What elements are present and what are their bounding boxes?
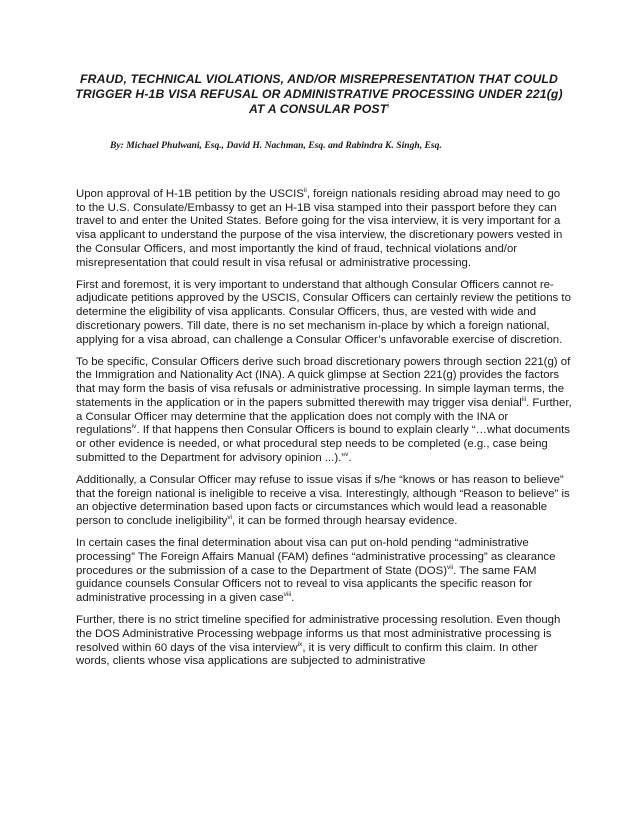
- endnote-marker: ii: [303, 187, 307, 195]
- paragraph-4: [76, 474, 572, 529]
- endnote-marker: ix: [297, 640, 303, 648]
- paragraph-3-text-cont: . If that happens then Consular Officers is bound to explain clearly “…what documents or other evidence is needed, or what procedural step needs to be completed (e.g., case being submitted to the Department for advisory opinion ...).”: [76, 424, 570, 464]
- paragraph-3-text-end: .: [348, 451, 352, 464]
- paragraph-6-text: Further, there is no strict timeline specified for administrative processing resolution. Even though the DOS Administrative Processing webpage informs us that most administrative processing is resolved within 60 days of the visa interview: [76, 614, 561, 654]
- paragraph-6: [76, 614, 572, 669]
- document-title: [70, 72, 568, 117]
- paragraph-6-text-cont: , it is very difficult to confirm this claim. In other words, clients whose visa applications are subjected to administrative: [76, 641, 538, 668]
- paragraph-2-text: First and foremost, it is very important to understand that although Consular Officers cannot re-adjudicate petitions approved by the USCIS, Consular Officers can certainly review the petitions to determine the eligibility of visa applicants. Consular Officers, thus, are vested with wide and discretionary powers. Till date, there is no set mechanism in-place by which a foreign national, applying for a visa abroad, can challenge a Consular Officer’s unfavorable exercise of discretion.: [76, 278, 571, 346]
- paragraph-5-text: In certain cases the final determination about visa can put on-hold pending “administrative processing” The Foreign Affairs Manual (FAM) defines “administrative processing” as clearance procedures or the submission of a case to the Department of State (DOS): [76, 537, 556, 577]
- paragraph-1: [76, 188, 572, 270]
- paragraph-5-text-cont: . The same FAM guidance counsels Consular Officers not to reveal to visa applicants the specific reason for administrative processing in a given case: [76, 564, 537, 604]
- paragraph-3-text-cont: . Further, a Consular Officer may determine that the application does not comply with the INA or regulations: [76, 396, 572, 437]
- title-text: FRAUD, TECHNICAL VIOLATIONS, AND/OR MISREPRESENTATION THAT COULD TRIGGER H-1B VISA REFUSAL OR ADMINISTRATIVE PROCESSING UNDER 221(g) AT A CONSULAR POST: [75, 72, 563, 116]
- document-body: [76, 188, 572, 678]
- endnote-marker: vi: [227, 514, 233, 522]
- endnote-marker: iii: [521, 396, 527, 404]
- paragraph-4-text-cont: , it can be formed through hearsay evidence.: [232, 514, 458, 527]
- endnote-marker: viii: [283, 591, 292, 599]
- paragraph-1-text: Upon approval of H-1B petition by the USCIS: [76, 188, 304, 200]
- paragraph-4-text: Additionally, a Consular Officer may refuse to issue visas if s/he “knows or has reason to believe” that the foreign national is ineligible to receive a visa. Interestingly, although “Reason to believe” is an objective determination based upon facts or circumstances which would lead a reasonable person to conclude ineligibility: [76, 473, 570, 527]
- endnote-marker: v: [345, 450, 349, 458]
- paragraph-3: [76, 356, 572, 466]
- paragraph-1-text-cont: , foreign nationals residing abroad may need to go to the U.S. Consulate/Embassy to get an H-1B visa stamped into their passport before they can travel to and enter the United States. Before going for the visa interview, it is very important for a visa applicant to understand the purpose of the visa interview, the discretionary powers vested in the Consular Officers, and most importantly the kind of fraud, technical violations and/or misrepresentation that could result in visa refusal or administrative processing.: [76, 188, 563, 269]
- author-byline: By: Michael Phulwani, Esq., David H. Nachman, Esq. and Rabindra K. Singh, Esq.: [110, 140, 442, 151]
- paragraph-2: [76, 279, 572, 348]
- endnote-marker: iv: [131, 423, 137, 431]
- title-endnote-marker: i: [387, 102, 390, 110]
- endnote-marker: vii: [447, 563, 454, 571]
- paragraph-5-text-end: .: [291, 591, 295, 604]
- paragraph-5: [76, 537, 572, 606]
- paragraph-3-text: To be specific, Consular Officers derive such broad discretionary powers through section 221(g) of the Immigration and Nationality Act (INA). A quick glimpse at Section 221(g) provides the factors that may form the basis of visa refusals or administrative processing. In simple layman terms, the statements in the application or in the papers submitted therewith may trigger visa denial: [76, 355, 571, 409]
